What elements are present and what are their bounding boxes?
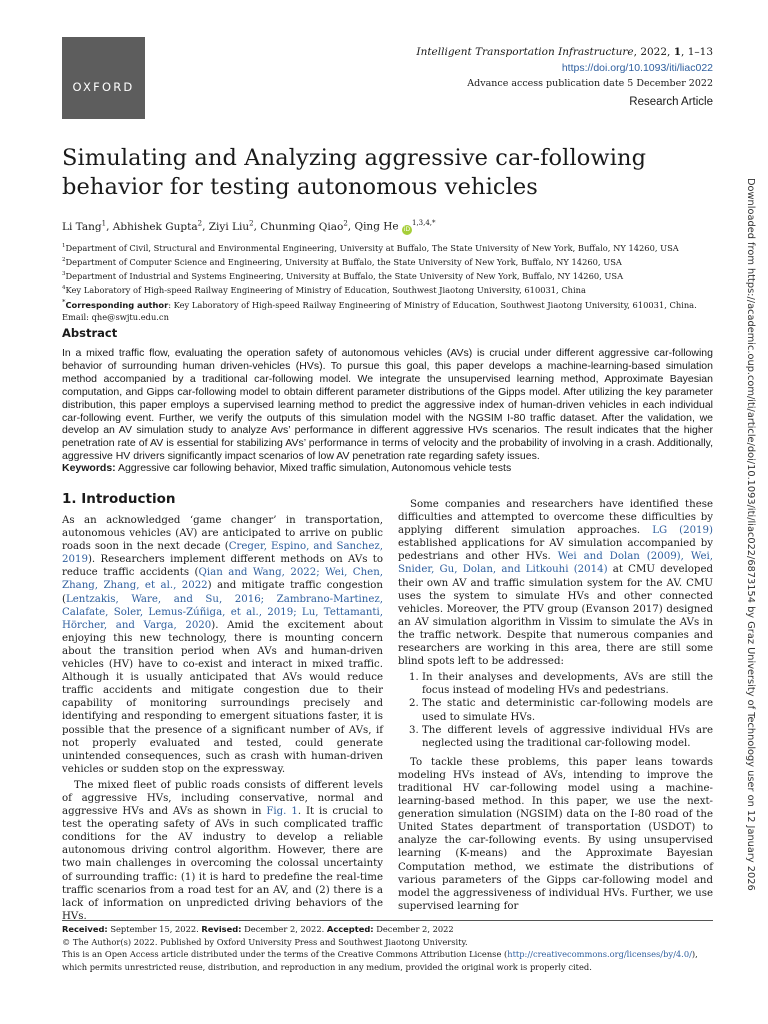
paragraph: The mixed fleet of public roads consists of different levels of aggressive HVs, including conservative, normal and aggressive HVs and AVs as shown in Fig. 1. It is crucial to test the operating safety of AVs in such complicated traffic conditions for the AV industry to develop a reliable autonomous driving control algorithm. However, there are two main challenges in overcoming the colossal uncertainty of surrounding traffic: (1) it is hard to predefine the real-time traffic scenarios from a road test for an AV, and (2) there is a lack of information on unpredicted driving behaviors of the HVs. [62,779,383,922]
email[interactable]: Email: qhe@swjtu.edu.cn [62,312,169,323]
doi-link[interactable]: https://doi.org/10.1093/iti/liac022 [561,62,713,74]
abstract-heading: Abstract [62,326,118,340]
journal-volume: 1 [673,46,682,58]
author[interactable]: Li Tang$^1$ [62,219,107,233]
affiliation: $^4$Key Laboratory of High-speed Railway Engineering of Ministry of Education, Southwest Jiaotong University, 610031, China [62,284,586,295]
license-link[interactable]: http://creativecommons.org/licenses/by/4.0/ [507,949,692,960]
affiliation: $^3$Department of Industrial and Systems Engineering, University at Buffalo, the State University of New York, Buffalo, NY 14260, USA [62,270,624,281]
citation-link[interactable]: Wei and Dolan (2009), Wei, Snider, Gu, Dolan, and Litkouhi (2014) [398,551,713,576]
advance-access-date: Advance access publication date 5 December 2022 [467,78,713,89]
copyright-line: © The Author(s) 2022. Published by Oxford University Press and Southwest Jiaotong University. [62,936,468,947]
figure-link[interactable]: Fig. 1 [266,806,298,818]
paper-title: Simulating and Analyzing aggressive car-following behavior for testing autonomous vehicles [62,145,647,200]
license-text: This is an Open Access article distributed under the terms of the Creative Commons Attribution License (http://creativecommons.org/licenses/by/4.0/), which permits unrestricted reuse, distribution, and reproduction in any medium, provided the original work is properly cited. [62,949,698,972]
paragraph: To tackle these problems, this paper leans towards modeling HVs instead of AVs, intending to improve the traditional HV car-following model using a machine-learning-based method. In this paper, we use the next-generation simulation (NGSIM) data on the I-80 road of the United States department of transportation (USDOT) to analyze the car-following events. By using unsupervised learning (K-means) and the Approximate Bayesian Computation method, we estimate the distributions of various parameters of the Gipps car-following model and model the aggressiveness of individual HVs. Further, we use supervised learning for [398,756,713,912]
affiliation: $^2$Department of Computer Science and Engineering, University at Buffalo, the State University of New York, Buffalo, NY 14260, USA [62,256,622,267]
oxford-logo[interactable] [62,37,145,119]
author[interactable]: Chunming Qiao$^2$ [260,219,348,233]
footer [62,923,713,973]
right-column [398,498,713,916]
list-item: 1. In their analyses and developments, AVs are still the focus instead of modeling HVs and pedestrians. [422,671,713,697]
author[interactable]: Ziyi Liu$^2$ [208,219,254,233]
footer-rule [62,920,713,921]
blind-spots-list [398,671,713,750]
list-item: 2. The static and deterministic car-following models are used to simulate HVs. [422,697,713,723]
affiliations [62,240,702,324]
keywords-label: Keywords: [62,462,116,474]
keywords [62,462,511,474]
abstract-text: In a mixed traffic flow, evaluating the operation safety of autonomous vehicles (AVs) is crucial under different aggressive car-following behavior of surrounding human driven-vehicles (HVs). To pursue this goal, this paper develops a machine-learning-based simulation method accompanied by a traditional car-following model. We integrate the unsupervised learning method, Approximate Bayesian computation, and Gipps car-following model to obtain different parameter distributions of the Gipps model. After utilizing the key parameter distribution, this paper employs a supervised learning method to predict the aggressive index of human-driven vehicles in each individual car-following event. Further, we verify the outputs of this simulation model with the NGSIM I-80 traffic dataset. After the validation, we develop an AV simulation study to analyze Avs’ performance in different aggressive HVs scenarios. The result indicates that the higher penetration rate of AV is essential for stabilizing AVs’ performance in terms of velocity and the probability of involving in a crash. Additionally, aggressive HV drivers significantly impact scenarios of low AV penetration rate regarding safety issues. [62,347,713,463]
list-item: 3. The different levels of aggressive individual HVs are neglected using the traditional car-following model. [422,724,713,750]
left-column [62,514,383,922]
affiliation: $^1$Department of Civil, Structural and Environmental Engineering, University at Buffalo, The State University of New York, Buffalo, NY 14260, USA [62,242,679,253]
section-heading-introduction: 1. Introduction [62,491,176,507]
dates-line: Received: September 15, 2022. Revised: December 2, 2022. Accepted: December 2, 2022 [62,924,454,934]
logo-text: OXFORD [72,80,135,94]
keywords-text: Aggressive car following behavior, Mixed traffic simulation, Autonomous vehicle tests [115,462,512,474]
journal-year: , 2022, [633,46,674,58]
corresponding-author: *Corresponding author: Key Laboratory of High-speed Railway Engineering of Ministry of Education, Southwest Jiaotong University, 610031, China. [62,298,697,311]
paragraph: Some companies and researchers have identified these difficulties and attempted to overcome these difficulties by applying different simulation approaches. LG (2019) established applications for AV simulation accompanied by pedestrians and other HVs. Wei and Dolan (2009), Wei, Snider, Gu, Dolan, and Litkouhi (2014) at CMU developed their own AV and traffic simulation system for the AV. CMU uses the system to simulate HVs and other connected vehicles. Moreover, the PTV group (Evanson 2017) designed an AV simulation algorithm in Vissim to simulate the AVs in the traffic network. Despite that numerous companies and researchers are working in this area, there are still some blind spots left to be addressed: [398,499,713,668]
journal-info [416,44,713,110]
citation-link[interactable]: Qian and Wang, 2022; Wei, Chen, Zhang, Zhang, et al., 2022 [62,567,383,592]
author[interactable]: Qing He [354,220,399,233]
author-list: Li Tang$^1$, Abhishek Gupta$^2$, Ziyi Liu$^2$, Chunming Qiao$^2$, Qing He $iD^{1,3,4,*}$ [62,219,436,233]
download-watermark [742,178,758,891]
journal-citation [416,44,713,60]
citation-link[interactable]: Creger, Espino, and Sanchez, 2019 [62,541,383,566]
author[interactable]: Abhishek Gupta$^2$ [112,219,203,233]
journal-pages: , 1–13 [681,46,713,58]
article-type: Research Article [629,96,713,108]
journal-name: Intelligent Transportation Infrastructure [416,46,634,58]
paragraph: As an acknowledged ‘game changer’ in transportation, autonomous vehicles (AV) are anticipated to arrive on public roads soon in the next decade (Creger, Espino, and Sanchez, 2019). Researchers implement different methods on AVs to reduce traffic accidents (Qian and Wang, 2022; Wei, Chen, Zhang, Zhang, et al., 2022) and mitigate traffic congestion (Lentzakis, Ware, and Su, 2016; Zambrano-Martinez, Calafate, Soler, Lemus-Zúñiga, et al., 2019; Lu, Tettamanti, Hörcher, and Varga, 2020). Amid the excitement about enjoying this new technology, there is mounting concern about the transition period when AVs and human-driven vehicles (HV) have to co-exist and interact in mixed traffic. Although it is usually anticipated that AVs would reduce traffic accidents and mitigate congestion due to their capability of monitoring surroundings precisely and identifying and responding to emergent situations faster, it is possible that the presence of a significant number of AVs, if not properly evaluated and tested, could generate unintended consequences, such as crash with human-driven vehicles or sudden stop on the expressway. [62,515,383,775]
citation-link[interactable]: LG (2019) [652,525,713,537]
orcid-icon[interactable]: iD [403,225,411,233]
download-watermark-text: Downloaded from https://academic.oup.com/iti/article/doi/10.1093/iti/liac022/6873154 by Graz University of Technology user on 12 January 2026 [745,178,756,891]
citation-link[interactable]: Lentzakis, Ware, and Su, 2016; Zambrano-Martinez, Calafate, Soler, Lemus-Zúñiga, et al., 2019; Lu, Tettamanti, Hörcher, and Varga, 2020 [62,593,383,631]
